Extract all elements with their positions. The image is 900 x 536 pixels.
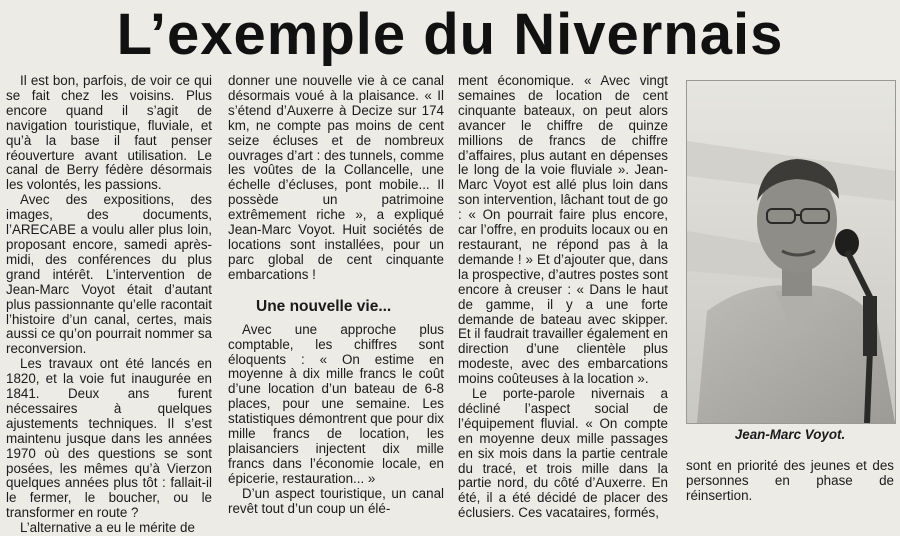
article-column-4 xyxy=(686,459,894,509)
subheading: Une nouvelle vie... xyxy=(256,297,392,315)
paragraph: Les travaux ont été lancés en 1820, et la voie fut inaugurée en 1841. Deux ans furent nécessaires à quelques ajustements techniques. Il s’est maintenu jusque dans les années 1970 où des questions se sont posées, les mêmes qu’à Vierzon quelques années plus tôt : fallait-il le fermer, le boucher, ou le transformer en route ? xyxy=(6,356,212,521)
portrait-photo xyxy=(686,80,896,424)
paragraph: donner une nouvelle vie à ce canal désormais voué à la plaisance. « Il s’étend d’Auxerre à Decize sur 174 km, ne compte pas moins de cent seize écluses et de nombreux ouvrages d’art : des tunnels, comme les voûtes de la Collancelle, une échelle d’écluses, pont mobile... Il possède un patrimoine extrêmement riche », a expliqué Jean-Marc Voyot. Huit sociétés de locations sont installées, pour un parc global de cent cinquante embarcations ! xyxy=(228,73,444,282)
paragraph: Il est bon, parfois, de voir ce qui se fait chez les voisins. Plus encore quand il s’agit de navigation touristique, fluviale, et qu’à la base il faut penser réouverture avant utilisation. Le canal de Berry fédère désormais les volontés, les passions. xyxy=(6,73,212,193)
paragraph: D’un aspect touristique, un canal revêt tout d’un coup un élé- xyxy=(228,485,444,516)
paragraph: Avec des expositions, des images, des documents, l’ARECABE a voulu aller plus loin, proposant encore, samedi après-midi, des conférences du plus grand intérêt. L’intervention de Jean-Marc Voyot était d’autant plus passionnante qu’elle racontait l’histoire d’un canal, certes, mais aussi ce qu’on pourrait nommer sa reconversion. xyxy=(6,192,212,357)
article-column-2 xyxy=(228,73,444,516)
paragraph: Avec une approche plus comptable, les chiffres sont éloquents : « On estime en moyenne à dix mille francs le coût d’une location d’un bateau de 6-8 places, pour une semaine. Les statistiques démontrent que pour dix mille francs de location, les plaisanciers injectent dix mille francs dans l’économie locale, en épicerie, restauration... » xyxy=(228,321,444,486)
headline: L’exemple du Nivernais xyxy=(116,2,784,67)
paragraph: Le porte-parole nivernais a décliné l’aspect social de l’équipement fluvial. « On compte en moyenne deux mille passages en six mois dans la partie centrale du tracé, et trois mille dans la partie nord, du côté d’Auxerre. En été, il a été décidé de placer des éclusiers. Ces vacataires, formés, xyxy=(458,386,668,521)
paragraph: ment économique. « Avec vingt semaines de location de cent cinquante bateaux, on peut alors avancer le chiffre de quinze millions de francs de chiffre d’affaires, plus autant en dépenses le long de la voie fluviale ». Jean-Marc Voyot est allé plus loin dans son intervention, lâchant tout de go : « On pourrait faire plus encore, car l’offre, en produits locaux ou en restaurant, ne répond pas à la demande ! » Et d’ajouter que, dans la prospective, d’autres postes sont encore à creuser : « Dans le haut de gamme, il y a une forte demande de bateau avec skipper. Et il faudrait travailler également en direction d’une clientèle plus modeste, avec des embarcations moins coûteuses à la location ». xyxy=(458,73,668,387)
article-column-1 xyxy=(6,73,212,536)
article-column-3 xyxy=(458,73,668,521)
portrait-illustration xyxy=(687,81,895,423)
paragraph: L’alternative a eu le mérite de xyxy=(20,520,195,536)
photo-caption: Jean-Marc Voyot. xyxy=(734,427,846,442)
paragraph: sont en priorité des jeunes et des personnes en phase de réinsertion. xyxy=(686,458,894,503)
